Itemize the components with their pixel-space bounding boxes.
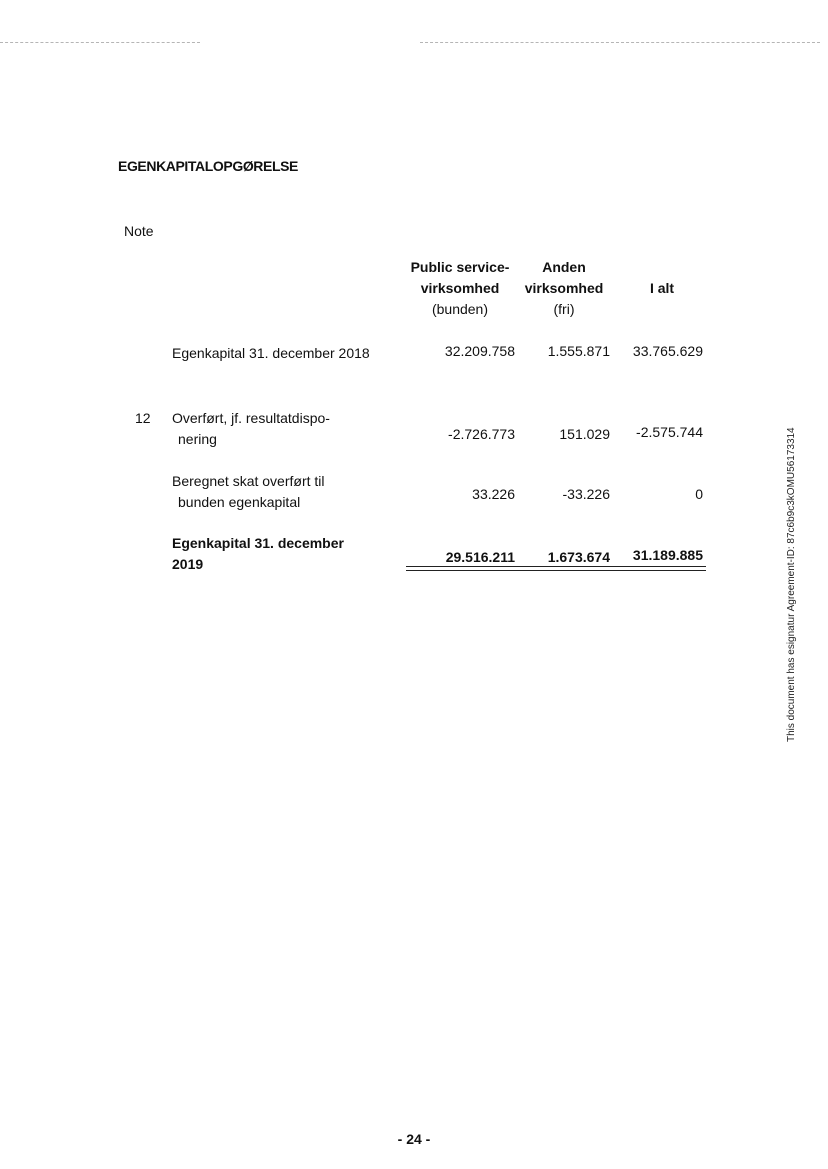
row-label-line: Egenkapital 31. december [172,535,344,551]
value-cell: 33.765.629 [632,343,703,359]
value-cell-total: 31.189.885 [632,547,703,563]
value-cell: -33.226 [562,486,610,502]
row-label-line: nering [178,431,217,447]
value-cell: -2.726.773 [448,426,515,442]
row-label-equity-2019 [172,533,344,575]
column-header-public-service [404,257,516,320]
value-cell: 0 [695,486,703,502]
value-cell-total: 29.516.211 [445,549,515,565]
column-header-sub: (bunden) [431,301,489,317]
value-cell: 151.029 [559,426,610,442]
page-number: - 24 - [397,1131,431,1147]
row-label-line: 2019 [172,556,204,572]
row-label-transfer [172,408,330,450]
column-header-line: Public service- [410,259,510,275]
scan-artifact-line [420,42,820,43]
row-label-tax-transfer [172,471,325,513]
note-column-label: Note [124,223,154,239]
value-cell: -2.575.744 [636,424,703,440]
row-label-line: Egenkapital 31. december 2018 [172,345,370,361]
column-header-sub: (fri) [553,301,575,317]
note-reference: 12 [135,410,151,426]
column-header-line: I alt [649,280,675,296]
column-header-line: Anden [542,259,586,275]
row-label-equity-2018 [172,343,370,364]
total-double-underline [406,570,706,571]
scan-artifact-line [0,42,200,43]
column-header-line: virksomhed [524,280,604,296]
column-header-line: virksomhed [420,280,500,296]
value-cell: 33.226 [472,486,515,502]
page-title: EGENKAPITALOPGØRELSE [118,158,298,174]
value-cell: 1.555.871 [547,343,610,359]
column-header-anden [514,257,614,320]
row-label-line: bunden egenkapital [178,494,301,510]
value-cell-total: 1.673.674 [547,549,610,565]
row-label-line: Overført, jf. resultatdispo- [172,410,330,426]
esignatur-watermark: This document has esignatur Agreement-ID: 87c6b9c3kOMU56173314 [786,427,797,742]
column-header-i-alt [612,278,712,299]
total-underline [406,566,706,567]
value-cell: 32.209.758 [444,343,515,359]
row-label-line: Beregnet skat overført til [172,473,325,489]
